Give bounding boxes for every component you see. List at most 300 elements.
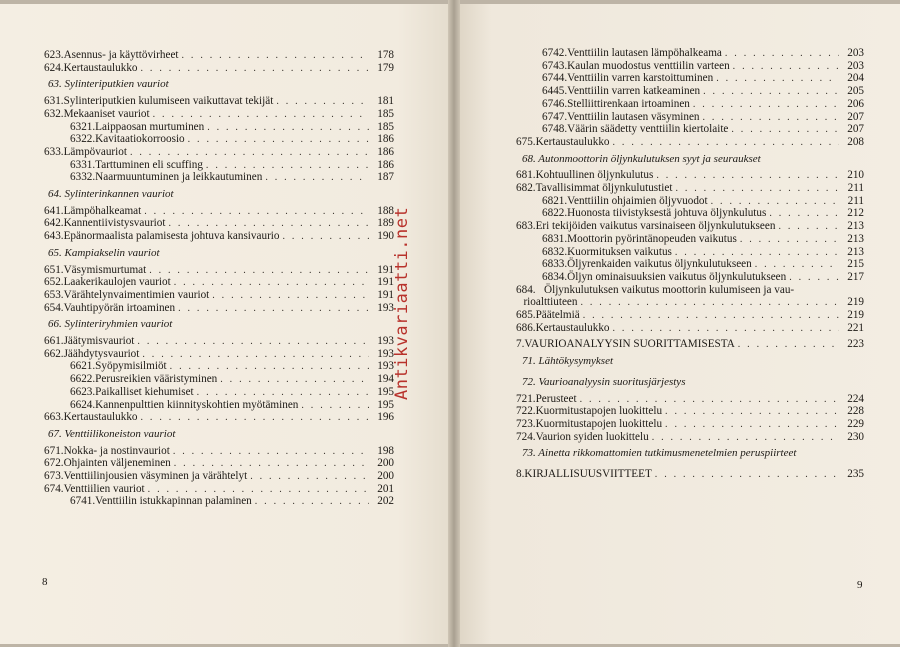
entry-number: 671. (44, 444, 64, 457)
entry-title: rioalttiuteen (523, 296, 578, 309)
toc-entry (44, 483, 394, 496)
toc-entry (516, 123, 864, 136)
leader-dots (613, 322, 839, 335)
entry-number: 675. (516, 135, 536, 148)
toc-entry (44, 289, 394, 302)
entry-title: Väsymismurtumat (63, 263, 147, 276)
toc-entry (44, 205, 394, 218)
entry-number (516, 47, 567, 60)
entry-title: Kohtuullinen öljynkulutus (535, 169, 654, 182)
entry-number: 642. (44, 217, 64, 230)
entry-page-number: 213 (847, 220, 864, 233)
leader-dots (169, 217, 370, 230)
entry-number: 641. (44, 204, 64, 217)
entry-number (44, 171, 95, 184)
leader-dots (769, 207, 839, 220)
entry-number-text: 6742. (542, 47, 568, 59)
toc-entry (516, 233, 864, 246)
leader-dots (220, 373, 369, 386)
leader-dots (276, 95, 369, 108)
leader-dots (174, 457, 369, 470)
entry-title: Vauhtipyörän irtoaminen (63, 301, 176, 314)
entry-number-text: 6624. (70, 398, 96, 411)
leader-dots (733, 60, 839, 73)
entry-number: 624. (44, 61, 64, 74)
toc-entry (44, 399, 394, 412)
entry-title: Tarttuminen eli scuffing (95, 158, 203, 171)
toc-entry (516, 405, 864, 418)
entry-number: 654. (44, 301, 64, 314)
entry-number (516, 60, 567, 73)
entry-title: Stelliittirenkaan irtoaminen (567, 97, 690, 110)
leader-dots (144, 205, 369, 218)
leader-dots (716, 72, 839, 85)
entry-number: 653. (44, 288, 64, 301)
entry-title: Mekaaniset vauriot (63, 107, 150, 120)
leader-dots (182, 49, 369, 62)
entry-title: Venttiilin lautasen väsyminen (567, 110, 700, 123)
toc-entry (516, 258, 864, 271)
leader-dots (581, 296, 840, 309)
leader-dots (141, 62, 369, 75)
section-heading: 72. Vaurioanalyysin suoritusjärjestys (522, 375, 686, 388)
leader-dots (778, 220, 839, 233)
leader-dots (583, 309, 839, 322)
entry-title: Sylinteriputkien kulumiseen vaikuttavat tekijät (63, 95, 274, 108)
leader-dots (703, 111, 839, 124)
entry-number: 652. (44, 276, 64, 289)
toc-entry (44, 373, 394, 386)
entry-title: Venttiilien vauriot (63, 482, 145, 495)
entry-title: Öljynkulutuksen vaikutus moottorin kulumiseen ja vau- (544, 283, 795, 296)
entry-number: 685. (516, 309, 536, 321)
leader-dots (725, 47, 839, 60)
entry-title: Kertaustaulukko (535, 135, 610, 148)
entry-number-text: 6622. (70, 373, 96, 386)
section-heading: 67. Venttiilikoneiston vauriot (48, 427, 176, 440)
entry-page-number: 202 (377, 495, 394, 508)
entry-number: 661. (44, 335, 64, 347)
entry-number-text: 6832. (542, 245, 568, 258)
entry-number-text: 6623. (70, 385, 96, 398)
leader-dots (580, 393, 839, 406)
toc-entry (516, 296, 864, 309)
entry-number: 722. (516, 405, 536, 418)
entry-title: Asennus- ja käyttövirheet (63, 49, 179, 61)
entry-title: Huonosta tiivistyksestä johtuva öljynkulutus (567, 207, 767, 220)
leader-dots (665, 405, 839, 418)
leader-dots (665, 418, 839, 431)
entry-number: 686. (516, 321, 536, 334)
toc-entry (44, 171, 394, 184)
book-gutter (448, 0, 460, 647)
toc-entry (516, 309, 864, 322)
entry-number-text: 6331. (70, 158, 96, 171)
entry-title: Öljyn ominaisuuksien vaikutus öljynkulutukseen (567, 270, 787, 283)
entry-page-number: 193 (377, 360, 394, 373)
leader-dots (174, 276, 369, 289)
leader-dots (283, 230, 370, 243)
entry-number: 724. (516, 430, 536, 443)
entry-number (516, 258, 567, 271)
entry-page-number: 195 (377, 398, 394, 411)
entry-number (44, 121, 95, 134)
leader-dots (675, 246, 839, 259)
entry-page-number: 198 (377, 444, 394, 457)
entry-title: Perusreikien vääristyminen (95, 373, 218, 386)
entry-number (516, 98, 567, 111)
toc-entry (44, 335, 394, 348)
entry-title: Öljyrenkaiden vaikutus öljynkulutukseen (567, 258, 752, 271)
leader-dots (142, 348, 369, 361)
toc-entry (516, 195, 864, 208)
entry-number: 8. (516, 468, 525, 480)
section-heading: 64. Sylinterinkannen vauriot (48, 188, 174, 200)
entry-title: Perusteet (535, 392, 577, 405)
entry-title: Päätelmiä (535, 309, 580, 321)
page-number-left: 8 (42, 576, 48, 588)
entry-page-number: 191 (377, 288, 394, 301)
leader-dots (137, 335, 369, 348)
toc-entry (44, 470, 394, 483)
toc-chapter (516, 338, 864, 351)
entry-number-text: 6747. (542, 110, 568, 123)
entry-page-number: 213 (847, 232, 864, 245)
leader-dots (675, 182, 839, 195)
toc-entry (516, 220, 864, 233)
entry-title: Paikalliset kiehumiset (95, 385, 194, 398)
entry-number (516, 233, 567, 246)
entry-page-number: 204 (847, 72, 864, 85)
entry-page-number: 188 (377, 204, 394, 217)
toc-entry (44, 411, 394, 424)
leader-dots (153, 108, 369, 121)
entry-number: 673. (44, 470, 64, 482)
leader-dots (148, 483, 369, 496)
entry-page-number: 211 (847, 194, 864, 207)
entry-page-number: 193 (377, 301, 394, 314)
toc-entry (44, 264, 394, 277)
entry-title: Kertaustaulukko (63, 61, 138, 74)
toc-entry (516, 322, 864, 335)
entry-title: Naarmuuntuminen ja leikkautuminen (95, 171, 263, 184)
entry-page-number: 186 (377, 158, 394, 171)
entry-title: Kuormitustapojen luokittelu (535, 417, 663, 430)
entry-page-number: 186 (377, 133, 394, 146)
entry-page-number: 190 (377, 230, 394, 243)
entry-page-number: 195 (377, 385, 394, 398)
entry-title: Venttiilin varren karstoittuminen (567, 72, 714, 85)
entry-number: 663. (44, 411, 64, 424)
entry-title: Moottorin pyörintänopeuden vaikutus (567, 232, 737, 245)
leader-dots (652, 431, 839, 444)
entry-title: Kaulan muodostus venttiilin varteen (567, 59, 730, 72)
toc-entry (44, 230, 394, 243)
entry-number: 672. (44, 457, 64, 470)
leader-dots (738, 338, 839, 351)
entry-number: 683. (516, 220, 536, 233)
entry-number: 674. (44, 482, 64, 495)
leader-dots (170, 360, 369, 373)
entry-number-text: 6744. (542, 72, 568, 85)
section-heading: 71. Lähtökysymykset (522, 355, 614, 368)
leader-dots (206, 159, 369, 172)
section-heading: 73. Ainetta rikkomattomien tutkimusmenetelmien peruspiirteet (522, 447, 797, 460)
leader-dots (130, 146, 369, 159)
entry-title: VAURIOANALYYSIN SUORITTAMISESTA (524, 338, 735, 351)
entry-title: KIRJALLISUUSVIITTEET (524, 468, 652, 480)
toc-entry (516, 246, 864, 259)
entry-page-number: 224 (847, 392, 864, 405)
entry-page-number: 210 (847, 169, 864, 182)
page-number-right: 9 (857, 579, 863, 591)
toc-entry (516, 284, 864, 297)
entry-title: Venttiilin varren katkeaminen (567, 85, 701, 98)
toc-entry (44, 217, 394, 230)
entry-title: Syöpymisilmiöt (95, 360, 167, 373)
entry-page-number: 219 (847, 296, 864, 309)
toc-entry (44, 495, 394, 508)
entry-title: Lämpöhalkeamat (63, 204, 142, 217)
entry-number (44, 360, 95, 373)
entry-number-text: 6621. (70, 360, 96, 373)
section-heading: 68. Autonmoottorin öljynkulutuksen syyt ja seuraukset (522, 152, 761, 165)
toc-entry (516, 47, 864, 60)
entry-title: Nokka- ja nostinvauriot (63, 444, 170, 457)
section-heading: 63. Sylinteriputkien vauriot (48, 78, 169, 91)
entry-title: Kertaustaulukko (535, 321, 610, 334)
entry-page-number: 191 (377, 276, 394, 289)
toc-entry (44, 62, 394, 75)
leader-dots (141, 411, 369, 424)
entry-page-number: 185 (377, 107, 394, 120)
entry-page-number: 221 (847, 321, 864, 334)
entry-page-number: 205 (847, 85, 864, 98)
watermark-stamp: Antikvariaatti.net (392, 206, 412, 400)
entry-number: 7. (516, 338, 525, 351)
entry-number (44, 159, 95, 172)
leader-dots (613, 136, 839, 149)
toc-entry (516, 111, 864, 124)
entry-number-text: 6741. (70, 495, 96, 508)
leader-dots (149, 264, 369, 277)
leader-dots (755, 258, 839, 271)
entry-number-text: 6445. (542, 85, 568, 98)
entry-number-text: 6822. (542, 207, 568, 220)
toc-entry (516, 72, 864, 85)
entry-page-number: 217 (847, 270, 864, 283)
entry-page-number: 228 (847, 405, 864, 418)
toc-entry (44, 360, 394, 373)
entry-page-number: 212 (847, 207, 864, 220)
entry-number (44, 495, 95, 508)
leader-dots (656, 169, 839, 182)
entry-title: Jäätymisvauriot (63, 335, 135, 347)
entry-number-text: 6821. (542, 194, 568, 207)
entry-page-number: 201 (377, 482, 394, 495)
toc-entry (516, 271, 864, 284)
entry-title: Värähtelynvaimentimien vauriot (63, 288, 210, 301)
toc-entry (516, 418, 864, 431)
toc-entry (516, 169, 864, 182)
toc-entry (44, 276, 394, 289)
entry-number-text: 6743. (542, 59, 568, 72)
entry-page-number: 215 (847, 258, 864, 271)
entry-number (516, 123, 567, 136)
entry-page-number: 230 (847, 430, 864, 443)
entry-title: Kannentiivistysvauriot (63, 217, 166, 230)
entry-number (44, 373, 95, 386)
entry-number (516, 85, 567, 98)
entry-number (516, 271, 567, 284)
toc-entry (516, 60, 864, 73)
entry-page-number: 208 (847, 135, 864, 148)
entry-page-number: 213 (847, 245, 864, 258)
entry-number (44, 386, 95, 399)
toc-entry (44, 133, 394, 146)
toc-entry (44, 445, 394, 458)
entry-number-text: 6322. (70, 133, 96, 146)
entry-title: Venttiilin ohjaimien öljyvuodot (567, 194, 708, 207)
entry-page-number: 193 (377, 347, 394, 360)
entry-title: Kertaustaulukko (63, 411, 138, 424)
leader-dots (301, 399, 369, 412)
entry-title: Kuormituksen vaikutus (567, 245, 672, 258)
entry-page-number: 235 (847, 468, 864, 480)
entry-number (516, 72, 567, 85)
leader-dots (265, 171, 369, 184)
toc-chapter (516, 468, 864, 481)
entry-title: Ohjainten väljeneminen (63, 457, 171, 470)
entry-number (516, 195, 567, 208)
entry-number: 623. (44, 49, 64, 61)
entry-page-number: 223 (847, 338, 864, 351)
entry-page-number: 200 (377, 457, 394, 470)
leader-dots (731, 123, 839, 136)
entry-page-number: 207 (847, 123, 864, 136)
toc-entry (44, 302, 394, 315)
entry-page-number: 178 (377, 49, 394, 61)
leader-dots (207, 121, 369, 134)
entry-title: Kavitaatiokorroosio (95, 133, 185, 146)
entry-title: Kuormitustapojen luokittelu (535, 405, 663, 418)
leader-dots (212, 289, 369, 302)
toc-entry (516, 431, 864, 444)
toc-entry (516, 393, 864, 406)
entry-number: 651. (44, 263, 64, 276)
section-heading: 66. Sylinteriryhmien vauriot (48, 318, 173, 331)
entry-title: Eri tekijöiden vaikutus varsinaiseen öljynkulutukseen (535, 220, 776, 233)
entry-number: 632. (44, 107, 64, 120)
entry-number-text: 6831. (542, 232, 568, 245)
leader-dots (178, 302, 369, 315)
leader-dots (173, 445, 369, 458)
toc-entry (44, 386, 394, 399)
toc-entry (516, 136, 864, 149)
entry-page-number: 203 (847, 59, 864, 72)
entry-number-text: 6321. (70, 120, 96, 133)
entry-title: Venttiilin lautasen lämpöhalkeama (567, 47, 722, 59)
entry-page-number: 181 (377, 95, 394, 108)
leader-dots (255, 495, 369, 508)
entry-number: 633. (44, 145, 64, 158)
entry-page-number: 189 (377, 217, 394, 230)
entry-page-number: 206 (847, 97, 864, 110)
entry-title: Jäähdytysvauriot (63, 347, 140, 360)
entry-number: 682. (516, 182, 536, 194)
leader-dots (655, 468, 839, 481)
entry-page-number: 200 (377, 470, 394, 482)
entry-page-number: 219 (847, 309, 864, 321)
entry-number: 681. (516, 169, 536, 182)
entry-page-number: 203 (847, 47, 864, 59)
toc-entry (44, 457, 394, 470)
entry-number-text: 6332. (70, 171, 96, 184)
entry-page-number: 179 (377, 61, 394, 74)
toc-entry (44, 95, 394, 108)
entry-number (516, 246, 567, 259)
entry-number: 631. (44, 95, 64, 108)
entry-title: Laippaosan murtuminen (95, 120, 205, 133)
entry-number (44, 399, 95, 412)
toc-entry (44, 348, 394, 361)
leader-dots (188, 133, 369, 146)
entry-title: Kannenpulttien kiinnityskohtien myötäminen (95, 398, 299, 411)
toc-entry (516, 182, 864, 195)
entry-page-number: 211 (847, 182, 864, 194)
entry-number (44, 133, 95, 146)
entry-number-text: 6746. (542, 97, 568, 110)
entry-number: 723. (516, 417, 536, 430)
entry-page-number: 187 (377, 171, 394, 184)
entry-title: Epänormaalista palamisesta johtuva kansivaurio (63, 230, 280, 243)
entry-number-text: 6834. (542, 270, 568, 283)
entry-page-number: 194 (377, 373, 394, 386)
leader-dots (693, 98, 839, 111)
toc-entry (44, 159, 394, 172)
entry-page-number: 191 (377, 263, 394, 276)
entry-title: Väärin säädetty venttiilin kiertolaite (567, 123, 729, 136)
entry-title: Tavallisimmat öljynkulutustiet (535, 182, 673, 194)
entry-number-text: 6748. (542, 123, 568, 136)
toc-entry (516, 207, 864, 220)
entry-title: Venttiilin istukkapinnan palaminen (95, 495, 252, 508)
entry-page-number: 185 (377, 120, 394, 133)
leader-dots (703, 85, 839, 98)
toc-entry (516, 98, 864, 111)
entry-number: 643. (44, 230, 64, 243)
entry-title: Vaurion syiden luokittelu (535, 430, 649, 443)
toc-entry (516, 85, 864, 98)
entry-number: 721. (516, 392, 536, 405)
entry-title: Venttiilinjousien väsyminen ja värähtelyt (63, 470, 248, 482)
toc-entry (44, 108, 394, 121)
entry-title: Laakerikaulojen vauriot (63, 276, 171, 289)
entry-number: 662. (44, 347, 64, 360)
toc-entry (44, 146, 394, 159)
leader-dots (711, 195, 839, 208)
entry-number (516, 111, 567, 124)
leader-dots (250, 470, 369, 483)
toc-entry (44, 121, 394, 134)
entry-title: Lämpövauriot (63, 145, 127, 158)
entry-page-number: 207 (847, 110, 864, 123)
leader-dots (197, 386, 369, 399)
entry-page-number: 193 (377, 335, 394, 347)
entry-page-number: 229 (847, 417, 864, 430)
entry-number-text: 6833. (542, 258, 568, 271)
leader-dots (789, 271, 839, 284)
